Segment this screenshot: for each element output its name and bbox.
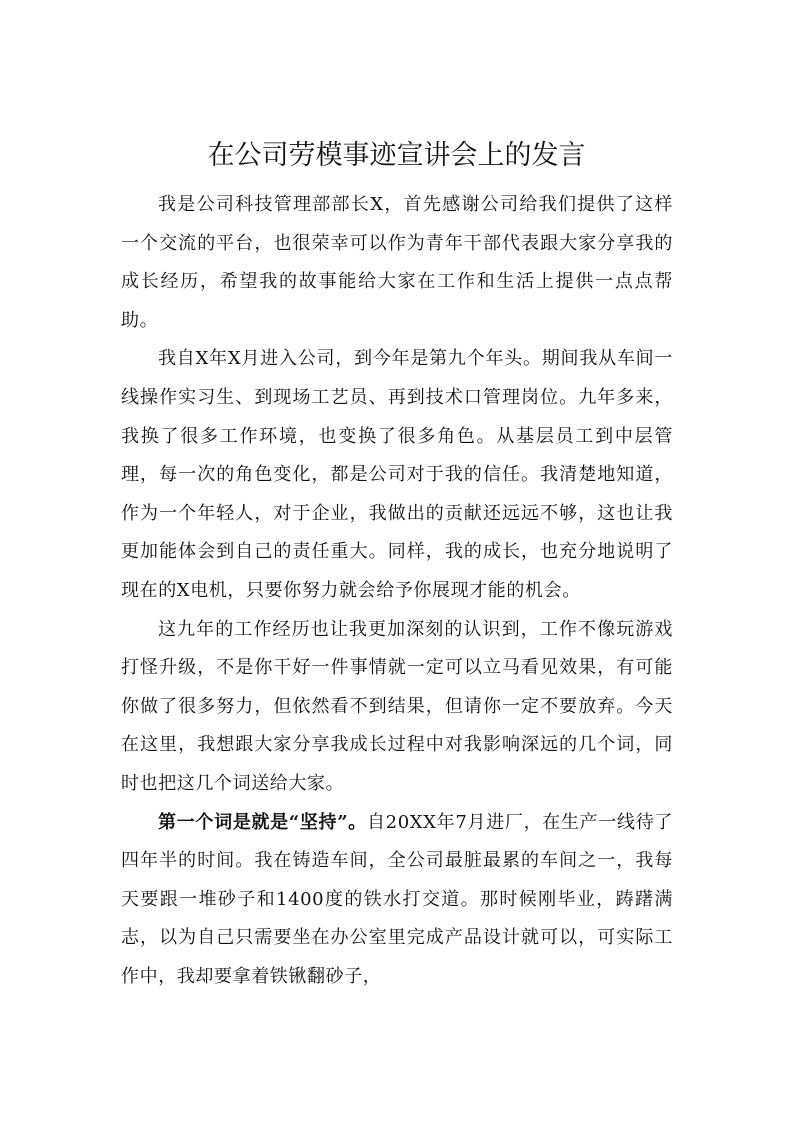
document-body — [121, 186, 673, 996]
paragraph-persistence — [121, 804, 673, 997]
paragraph-text: 这九年的工作经历也让我更加深刻的认识到，工作不像玩游戏打怪升级，不是你干好一件事情就一定可以立马看见效果，有可能你做了很多努力，但依然看不到结果，但请你一定不要放弃。今天在这里，我想跟大家分享我成长过程中对我影响深远的几个词，同时也把这几个词送给大家。 — [121, 618, 673, 794]
paragraph-reflection — [121, 611, 673, 804]
paragraph-intro — [121, 186, 673, 340]
paragraph-text: 我自X年X月进入公司，到今年是第九个年头。期间我从车间一线操作实习生、到现场工艺员、再到技术口管理岗位。九年多来，我换了很多工作环境，也变换了很多角色。从基层员工到中层管理，每一次的角色变化，都是公司对于我的信任。我清楚地知道，作为一个年轻人，对于企业，我做出的贡献还远远不够，这也让我更加能体会到自己的责任重大。同样，我的成长，也充分地说明了现在的X电机，只要你努力就会给予你展现才能的机会。 — [121, 348, 673, 601]
document-title: 在公司劳模事迹宣讲会上的发言 — [207, 140, 586, 171]
paragraph-lead-heading: 第一个词是就是“坚持”。 — [158, 811, 367, 833]
paragraph-text: 自20XX年7月进厂，在生产一线待了四年半的时间。我在铸造车间，全公司最脏最累的车间之一，我每天要跟一堆砂子和1400度的铁水打交道。那时候刚毕业，踌躇满志，以为自己只需要坐在办公室里完成产品设计就可以，可实际工作中，我却要拿着铁锹翻砂子， — [121, 811, 673, 987]
paragraph-text: 我是公司科技管理部部长X，首先感谢公司给我们提供了这样一个交流的平台，也很荣幸可以作为青年干部代表跟大家分享我的成长经历，希望我的故事能给大家在工作和生活上提供一点点帮助。 — [121, 194, 673, 331]
paragraph-career — [121, 340, 673, 610]
